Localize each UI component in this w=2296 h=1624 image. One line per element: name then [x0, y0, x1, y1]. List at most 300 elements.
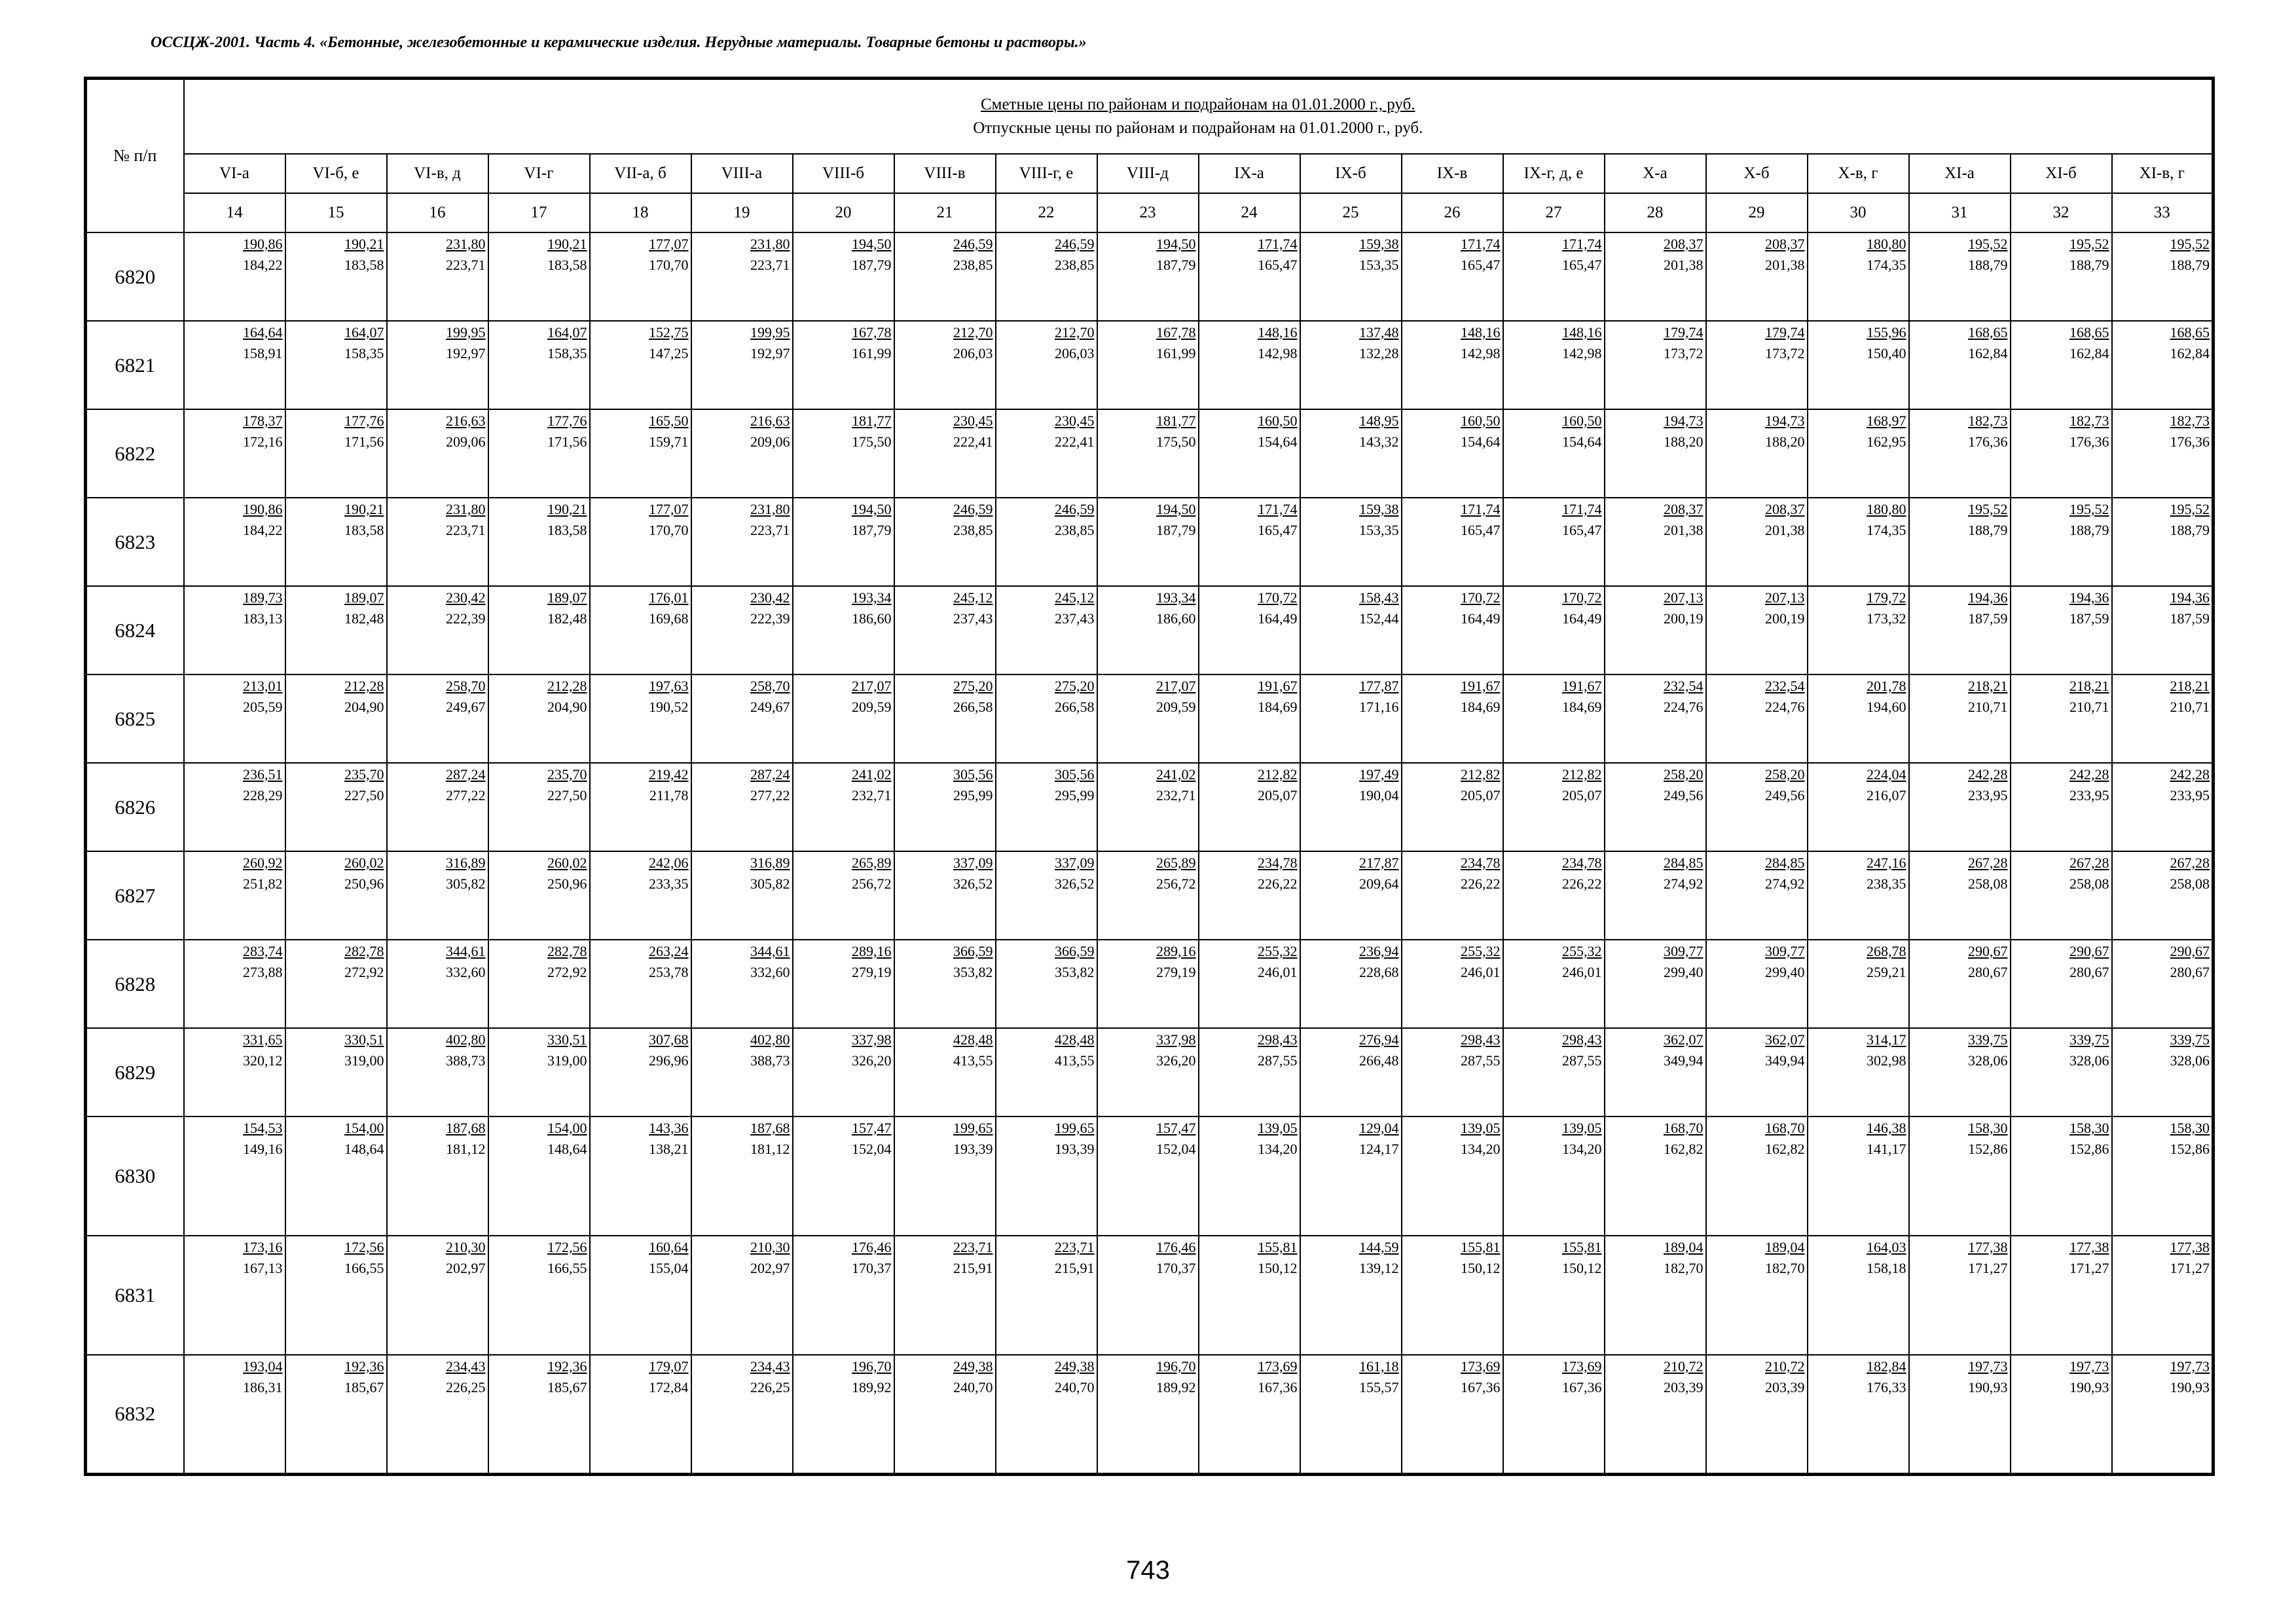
estimate-price: 242,06 — [649, 855, 689, 871]
region-header: VI-г — [488, 154, 590, 193]
estimate-price: 173,69 — [1562, 1358, 1602, 1375]
price-cell — [793, 586, 894, 674]
release-price: 209,06 — [750, 434, 790, 450]
price-cell — [1402, 1116, 1503, 1236]
estimate-price: 171,74 — [1258, 501, 1298, 517]
release-price: 226,22 — [1562, 876, 1602, 892]
release-price: 171,16 — [1359, 699, 1399, 715]
price-cell — [1503, 586, 1605, 674]
release-price: 164,49 — [1562, 610, 1602, 627]
price-cell — [1097, 1355, 1199, 1474]
column-number: 14 — [184, 193, 285, 232]
estimate-price: 154,53 — [243, 1120, 283, 1136]
price-cell — [1909, 586, 2011, 674]
estimate-price: 339,75 — [2170, 1031, 2210, 1048]
price-cell — [1706, 1236, 1808, 1355]
price-cell — [691, 1028, 793, 1116]
price-cell — [1199, 586, 1300, 674]
release-price: 326,52 — [1055, 876, 1095, 892]
estimate-price: 234,78 — [1461, 855, 1501, 871]
estimate-price: 309,77 — [1664, 943, 1704, 959]
release-price: 266,58 — [1055, 699, 1095, 715]
estimate-price: 212,28 — [344, 678, 384, 694]
release-price: 132,28 — [1359, 345, 1399, 361]
estimate-price: 241,02 — [1156, 766, 1196, 783]
release-price: 188,79 — [2069, 257, 2109, 273]
release-price: 259,21 — [1867, 964, 1906, 980]
release-price: 184,69 — [1562, 699, 1602, 715]
estimate-price: 195,52 — [2069, 236, 2109, 252]
estimate-price: 316,89 — [446, 855, 486, 871]
estimate-price: 194,36 — [2170, 589, 2210, 606]
release-price: 182,70 — [1765, 1260, 1805, 1276]
estimate-price: 139,05 — [1461, 1120, 1501, 1136]
estimate-price: 212,28 — [547, 678, 587, 694]
estimate-price: 276,94 — [1359, 1031, 1399, 1048]
price-cell — [1097, 321, 1199, 409]
table-row — [86, 851, 2214, 940]
row-id: 6828 — [86, 940, 184, 1028]
estimate-price: 178,37 — [243, 413, 283, 429]
release-price: 238,85 — [1055, 522, 1095, 538]
price-cell — [1909, 409, 2011, 498]
release-price: 249,56 — [1765, 787, 1805, 803]
estimate-price: 298,43 — [1258, 1031, 1298, 1048]
release-price: 142,98 — [1461, 345, 1501, 361]
price-cell — [793, 674, 894, 763]
estimate-price: 148,95 — [1359, 413, 1399, 429]
estimate-price: 362,07 — [1664, 1031, 1704, 1048]
estimate-price: 330,51 — [547, 1031, 587, 1048]
release-price: 238,85 — [1055, 257, 1095, 273]
estimate-price: 190,86 — [243, 236, 283, 252]
estimate-price: 182,73 — [1968, 413, 2008, 429]
page-number: 743 — [1126, 1556, 1170, 1585]
price-cell — [1706, 763, 1808, 851]
release-price: 328,06 — [2069, 1052, 2109, 1069]
price-cell — [1808, 498, 1909, 586]
estimate-price: 217,87 — [1359, 855, 1399, 871]
estimate-price: 207,13 — [1664, 589, 1704, 606]
estimate-price: 193,04 — [243, 1358, 283, 1375]
price-cell — [691, 1355, 793, 1474]
release-price: 152,86 — [2069, 1141, 2109, 1157]
column-number: 23 — [1097, 193, 1199, 232]
release-price: 201,38 — [1765, 522, 1805, 538]
price-cell — [996, 1355, 1097, 1474]
release-price: 176,36 — [1968, 434, 2008, 450]
estimate-price: 168,65 — [1968, 324, 2008, 341]
release-price: 287,55 — [1258, 1052, 1298, 1069]
row-id: 6827 — [86, 851, 184, 940]
price-cell — [1300, 940, 1402, 1028]
release-price: 240,70 — [953, 1379, 993, 1395]
region-header: IX-г, д, е — [1503, 154, 1605, 193]
row-id: 6820 — [86, 232, 184, 321]
release-price: 134,20 — [1461, 1141, 1501, 1157]
estimate-price: 210,30 — [750, 1239, 790, 1255]
release-price: 183,58 — [344, 257, 384, 273]
estimate-price: 170,72 — [1562, 589, 1602, 606]
release-price: 287,55 — [1461, 1052, 1501, 1069]
estimate-price: 212,70 — [953, 324, 993, 341]
release-price: 223,71 — [446, 522, 486, 538]
estimate-price: 193,34 — [1156, 589, 1196, 606]
price-cell — [285, 586, 387, 674]
estimate-price: 235,70 — [547, 766, 587, 783]
price-cell — [2112, 851, 2214, 940]
release-price: 158,35 — [344, 345, 384, 361]
price-cell — [488, 1236, 590, 1355]
estimate-price-title: Сметные цены по районам и подрайонам на 01.01.2000 г., руб. — [980, 96, 1415, 113]
price-cell — [1402, 321, 1503, 409]
release-price: 201,38 — [1664, 522, 1704, 538]
price-cell — [184, 1028, 285, 1116]
price-cell — [1402, 940, 1503, 1028]
release-price: 171,56 — [547, 434, 587, 450]
region-header: X-в, г — [1808, 154, 1909, 193]
price-cell — [894, 232, 996, 321]
release-price: 167,36 — [1562, 1379, 1602, 1395]
estimate-price: 195,52 — [2170, 501, 2210, 517]
release-price: 152,86 — [2170, 1141, 2210, 1157]
estimate-price: 201,78 — [1867, 678, 1906, 694]
estimate-price: 282,78 — [344, 943, 384, 959]
release-price: 187,79 — [852, 522, 892, 538]
estimate-price: 224,04 — [1867, 766, 1906, 783]
release-price: 176,36 — [2170, 434, 2210, 450]
estimate-price: 287,24 — [446, 766, 486, 783]
estimate-price: 242,28 — [1968, 766, 2008, 783]
price-cell — [894, 586, 996, 674]
price-cell — [793, 321, 894, 409]
estimate-price: 160,50 — [1461, 413, 1501, 429]
estimate-price: 339,75 — [1968, 1031, 2008, 1048]
table-row — [86, 586, 2214, 674]
estimate-price: 232,54 — [1664, 678, 1704, 694]
release-price: 171,27 — [2170, 1260, 2210, 1276]
price-cell — [1909, 940, 2011, 1028]
price-cell — [387, 1116, 488, 1236]
release-price: 226,22 — [1258, 876, 1298, 892]
estimate-price: 207,13 — [1765, 589, 1805, 606]
price-cell — [894, 1355, 996, 1474]
row-id: 6829 — [86, 1028, 184, 1116]
price-cell — [894, 1028, 996, 1116]
price-cell — [1808, 1028, 1909, 1116]
estimate-price: 284,85 — [1664, 855, 1704, 871]
price-cell — [2112, 1028, 2214, 1116]
region-header: IX-а — [1199, 154, 1300, 193]
price-cell — [1503, 674, 1605, 763]
price-cell — [1199, 674, 1300, 763]
release-price: 165,47 — [1461, 522, 1501, 538]
region-header: VIII-г, е — [996, 154, 1097, 193]
release-price: 227,50 — [547, 787, 587, 803]
estimate-price: 180,80 — [1867, 501, 1906, 517]
estimate-price: 164,64 — [243, 324, 283, 341]
price-cell — [184, 232, 285, 321]
price-cell — [285, 763, 387, 851]
price-cell — [1199, 940, 1300, 1028]
price-cell — [1300, 409, 1402, 498]
price-cell — [387, 1236, 488, 1355]
estimate-price: 265,89 — [1156, 855, 1196, 871]
price-cell — [488, 1355, 590, 1474]
release-price: 193,39 — [1055, 1141, 1095, 1157]
region-header: VIII-д — [1097, 154, 1199, 193]
price-cell — [1097, 763, 1199, 851]
release-price: 227,50 — [344, 787, 384, 803]
estimate-price: 165,50 — [649, 413, 689, 429]
estimate-price: 258,70 — [446, 678, 486, 694]
estimate-price: 218,21 — [1968, 678, 2008, 694]
estimate-price: 267,28 — [2069, 855, 2109, 871]
release-price: 189,92 — [1156, 1379, 1196, 1395]
release-price: 272,92 — [344, 964, 384, 980]
price-cell — [488, 1116, 590, 1236]
release-price: 222,41 — [953, 434, 993, 450]
release-price: 162,82 — [1765, 1141, 1805, 1157]
price-cell — [1402, 232, 1503, 321]
price-table — [84, 77, 2215, 1476]
price-cell — [996, 851, 1097, 940]
region-header: IX-б — [1300, 154, 1402, 193]
estimate-price: 428,48 — [953, 1031, 993, 1048]
estimate-price: 173,69 — [1258, 1358, 1298, 1375]
price-cell — [488, 763, 590, 851]
estimate-price: 366,59 — [1055, 943, 1095, 959]
price-cell — [691, 1116, 793, 1236]
release-price: 174,35 — [1867, 522, 1906, 538]
release-price: 190,52 — [649, 699, 689, 715]
price-cell — [2112, 321, 2214, 409]
estimate-price: 177,38 — [2170, 1239, 2210, 1255]
estimate-price: 199,95 — [750, 324, 790, 341]
release-price: 165,47 — [1258, 522, 1298, 538]
estimate-price: 177,07 — [649, 236, 689, 252]
price-cell — [691, 586, 793, 674]
price-cell — [387, 1028, 488, 1116]
column-number: 21 — [894, 193, 996, 232]
estimate-price: 148,16 — [1562, 324, 1602, 341]
estimate-price: 194,73 — [1664, 413, 1704, 429]
column-number: 29 — [1706, 193, 1808, 232]
release-price: 204,90 — [547, 699, 587, 715]
estimate-price: 181,77 — [1156, 413, 1196, 429]
price-cell — [1402, 1236, 1503, 1355]
release-price: 173,32 — [1867, 610, 1906, 627]
price-cell — [1097, 409, 1199, 498]
column-number-row — [86, 193, 2214, 232]
column-number: 17 — [488, 193, 590, 232]
estimate-price: 187,68 — [446, 1120, 486, 1136]
release-price: 162,84 — [1968, 345, 2008, 361]
release-price: 153,35 — [1359, 257, 1399, 273]
estimate-price: 255,32 — [1258, 943, 1298, 959]
estimate-price: 177,07 — [649, 501, 689, 517]
price-cell — [691, 409, 793, 498]
estimate-price: 246,59 — [1055, 501, 1095, 517]
estimate-price: 194,50 — [852, 236, 892, 252]
price-cell — [1808, 1116, 1909, 1236]
release-price: 328,06 — [2170, 1052, 2210, 1069]
estimate-price: 212,82 — [1258, 766, 1298, 783]
release-price: 165,47 — [1461, 257, 1501, 273]
region-header: VIII-б — [793, 154, 894, 193]
release-price: 190,93 — [2170, 1379, 2210, 1395]
release-price: 215,91 — [1055, 1260, 1095, 1276]
release-price: 228,68 — [1359, 964, 1399, 980]
region-header: VIII-а — [691, 154, 793, 193]
price-cell — [1706, 586, 1808, 674]
price-cell — [2112, 674, 2214, 763]
estimate-price: 191,67 — [1562, 678, 1602, 694]
estimate-price: 287,24 — [750, 766, 790, 783]
release-price: 182,48 — [344, 610, 384, 627]
release-price: 183,13 — [243, 610, 283, 627]
release-price: 413,55 — [1055, 1052, 1095, 1069]
estimate-price: 362,07 — [1765, 1031, 1805, 1048]
estimate-price: 236,94 — [1359, 943, 1399, 959]
price-cell — [488, 851, 590, 940]
estimate-price: 189,07 — [547, 589, 587, 606]
release-price: 305,82 — [446, 876, 486, 892]
region-header: VI-а — [184, 154, 285, 193]
release-price: 266,58 — [953, 699, 993, 715]
price-cell — [1300, 321, 1402, 409]
release-price: 152,04 — [1156, 1141, 1196, 1157]
release-price: 228,29 — [243, 787, 283, 803]
release-price: 158,18 — [1867, 1260, 1906, 1276]
release-price: 183,58 — [344, 522, 384, 538]
release-price: 184,22 — [243, 522, 283, 538]
price-cell — [793, 763, 894, 851]
price-cell — [2112, 232, 2214, 321]
price-cell — [1706, 321, 1808, 409]
estimate-price: 176,01 — [649, 589, 689, 606]
price-cell — [387, 674, 488, 763]
estimate-price: 197,63 — [649, 678, 689, 694]
estimate-price: 402,80 — [750, 1031, 790, 1048]
price-cell — [1909, 674, 2011, 763]
release-price: 258,08 — [2069, 876, 2109, 892]
release-price: 150,12 — [1562, 1260, 1602, 1276]
estimate-price: 189,04 — [1765, 1239, 1805, 1255]
release-price: 162,95 — [1867, 434, 1906, 450]
release-price: 326,20 — [1156, 1052, 1196, 1069]
release-price: 226,25 — [446, 1379, 486, 1395]
release-price: 183,58 — [547, 257, 587, 273]
price-cell — [488, 498, 590, 586]
price-cell — [1909, 1355, 2011, 1474]
release-price: 175,50 — [852, 434, 892, 450]
estimate-price: 179,07 — [649, 1358, 689, 1375]
release-price: 194,60 — [1867, 699, 1906, 715]
price-cell — [1605, 940, 1706, 1028]
release-price: 224,76 — [1664, 699, 1704, 715]
estimate-price: 194,50 — [1156, 236, 1196, 252]
price-cell — [691, 763, 793, 851]
price-cell — [996, 940, 1097, 1028]
release-price: 175,50 — [1156, 434, 1196, 450]
estimate-price: 197,73 — [1968, 1358, 2008, 1375]
release-price: 332,60 — [446, 964, 486, 980]
release-price: 188,20 — [1765, 434, 1805, 450]
price-cell — [1605, 498, 1706, 586]
price-cell — [1402, 851, 1503, 940]
release-price: 134,20 — [1258, 1141, 1298, 1157]
price-cell — [2011, 409, 2112, 498]
release-price: 233,95 — [2170, 787, 2210, 803]
price-cell — [2112, 1236, 2214, 1355]
release-price: 184,69 — [1461, 699, 1501, 715]
column-number: 18 — [590, 193, 691, 232]
release-price: 173,72 — [1765, 345, 1805, 361]
price-cell — [285, 1028, 387, 1116]
price-cell — [590, 232, 691, 321]
release-price: 258,08 — [1968, 876, 2008, 892]
release-price: 319,00 — [344, 1052, 384, 1069]
release-price: 295,99 — [1055, 787, 1095, 803]
release-price: 186,60 — [852, 610, 892, 627]
price-cell — [285, 1236, 387, 1355]
release-price: 184,69 — [1258, 699, 1298, 715]
price-cell — [2011, 498, 2112, 586]
estimate-price: 230,45 — [1055, 413, 1095, 429]
price-cell — [1808, 851, 1909, 940]
release-price: 161,99 — [852, 345, 892, 361]
estimate-price: 196,70 — [852, 1358, 892, 1375]
column-number: 22 — [996, 193, 1097, 232]
release-price: 169,68 — [649, 610, 689, 627]
table-row — [86, 232, 2214, 321]
price-cell — [1503, 763, 1605, 851]
estimate-price: 194,73 — [1765, 413, 1805, 429]
price-cell — [184, 1116, 285, 1236]
price-cell — [1605, 586, 1706, 674]
price-cell — [1097, 940, 1199, 1028]
release-price: 223,71 — [750, 257, 790, 273]
table-row — [86, 498, 2214, 586]
price-cell — [184, 674, 285, 763]
row-id: 6822 — [86, 409, 184, 498]
release-price: 388,73 — [446, 1052, 486, 1069]
estimate-price: 171,74 — [1562, 236, 1602, 252]
release-price: 328,06 — [1968, 1052, 2008, 1069]
estimate-price: 208,37 — [1765, 501, 1805, 517]
release-price: 206,03 — [953, 345, 993, 361]
estimate-price: 182,73 — [2170, 413, 2210, 429]
release-price: 272,92 — [547, 964, 587, 980]
release-price: 139,12 — [1359, 1260, 1399, 1276]
estimate-price: 168,65 — [2069, 324, 2109, 341]
release-price: 222,41 — [1055, 434, 1095, 450]
estimate-price: 161,18 — [1359, 1358, 1399, 1375]
estimate-price: 154,00 — [547, 1120, 587, 1136]
estimate-price: 168,70 — [1765, 1120, 1805, 1136]
estimate-price: 284,85 — [1765, 855, 1805, 871]
price-cell — [1503, 1236, 1605, 1355]
estimate-price: 148,16 — [1258, 324, 1298, 341]
estimate-price: 217,07 — [1156, 678, 1196, 694]
price-cell — [1808, 940, 1909, 1028]
release-price: 190,04 — [1359, 787, 1399, 803]
price-cell — [285, 321, 387, 409]
estimate-price: 402,80 — [446, 1031, 486, 1048]
release-price: 332,60 — [750, 964, 790, 980]
estimate-price: 152,75 — [649, 324, 689, 341]
